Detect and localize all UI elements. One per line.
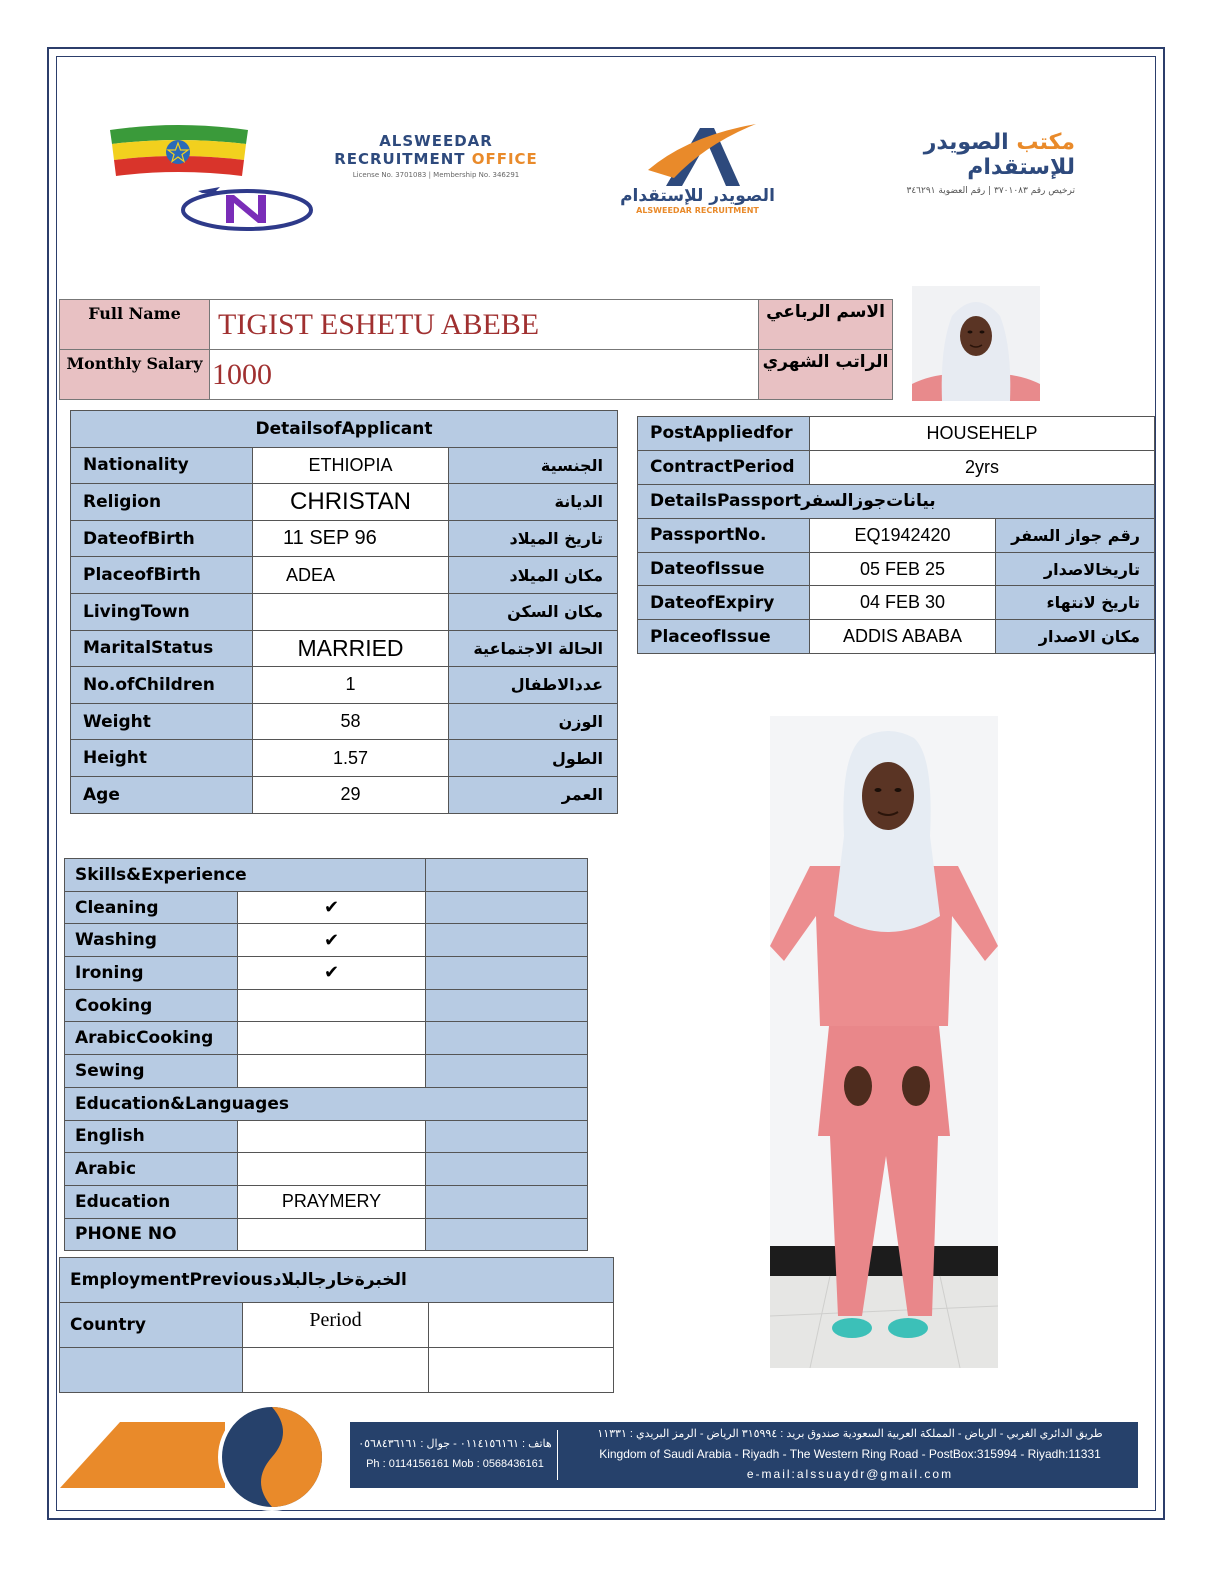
applicant-details-heading: DetailsofApplicant xyxy=(71,411,618,448)
footer-phones xyxy=(355,1434,555,1474)
passport-row-value: ADDIS ABABA xyxy=(810,620,996,654)
education-value xyxy=(238,1120,426,1153)
arabic-company-logo xyxy=(820,130,1075,196)
education-row xyxy=(65,1185,588,1218)
applicant-full-body-photo xyxy=(770,716,998,1368)
education-label: English xyxy=(65,1120,238,1153)
education-row xyxy=(65,1218,588,1251)
full-name-label: Full Name xyxy=(60,300,210,350)
country-label: Country xyxy=(60,1303,243,1348)
n-plane-logo-icon xyxy=(178,183,316,233)
full-name-arabic-label: الاسم الرباعي xyxy=(759,300,893,350)
salary-arabic-label: الراتب الشهري xyxy=(759,350,893,400)
applicant-row-value: ETHIOPIA xyxy=(253,447,449,484)
applicant-row-value: MARRIED xyxy=(253,630,449,667)
footer-address-arabic: طريق الدائري الغربي - الرياض - المملكة العربية السعودية صندوق بريد : ٣١٥٩٩٤ الرياض - الرمز البريدي : ١١٣٣١ xyxy=(597,1428,1103,1440)
education-extra xyxy=(426,1153,588,1186)
full-name-row xyxy=(60,300,893,350)
applicant-row-arabic: عددالاطفال xyxy=(449,667,618,704)
logo-recruitment-word: RECRUITMENT xyxy=(334,150,472,168)
passport-row-arabic: مكان الاصدار xyxy=(996,620,1155,654)
skill-check xyxy=(238,989,426,1022)
skill-label: Ironing xyxy=(65,957,238,990)
footer-banner xyxy=(60,1402,1140,1512)
skill-extra xyxy=(426,924,588,957)
skill-extra xyxy=(426,989,588,1022)
applicant-row-label: Height xyxy=(71,740,253,777)
education-row xyxy=(65,1153,588,1186)
skill-check: ✔ xyxy=(238,924,426,957)
footer-separator xyxy=(557,1430,558,1480)
education-row xyxy=(65,1120,588,1153)
applicant-row-label: PlaceofBirth xyxy=(71,557,253,594)
applicant-row-arabic: العمر xyxy=(449,776,618,813)
applicant-row-label: Weight xyxy=(71,703,253,740)
applicant-row-arabic: مكان السكن xyxy=(449,593,618,630)
applicant-row xyxy=(71,557,618,594)
arabic-logo-license: ترخيص رقم ٣٧٠١٠٨٣ | رقم العضوية ٣٤٦٢٩١ xyxy=(906,186,1075,196)
applicant-row-value: 1.57 xyxy=(253,740,449,777)
applicant-row-label: Religion xyxy=(71,484,253,521)
skill-row xyxy=(65,1055,588,1088)
employment-country-cell xyxy=(60,1348,243,1393)
applicant-row xyxy=(71,447,618,484)
full-name-value: TIGIST ESHETU ABEBE xyxy=(210,300,759,350)
salary-row xyxy=(60,350,893,400)
applicant-row-arabic: مكان الميلاد xyxy=(449,557,618,594)
applicant-row xyxy=(71,630,618,667)
skill-row xyxy=(65,1022,588,1055)
footer-email: e-mail:alssuaydr@gmail.com xyxy=(746,1467,954,1481)
skill-row xyxy=(65,989,588,1022)
education-label: Arabic xyxy=(65,1153,238,1186)
passport-row-label: DateofExpiry xyxy=(638,586,810,620)
passport-row-label: DateofIssue xyxy=(638,552,810,586)
passport-row xyxy=(638,518,1155,552)
english-company-logo xyxy=(318,132,554,192)
period-label: Period xyxy=(243,1303,429,1348)
applicant-row xyxy=(71,703,618,740)
passport-row-label: PassportNo. xyxy=(638,518,810,552)
applicant-row xyxy=(71,520,618,557)
education-label: Education xyxy=(65,1185,238,1218)
applicant-row-label: No.ofChildren xyxy=(71,667,253,704)
applicant-row-label: MaritalStatus xyxy=(71,630,253,667)
skill-row xyxy=(65,891,588,924)
education-value xyxy=(238,1218,426,1251)
contract-period-value: 2yrs xyxy=(810,450,1155,484)
employment-row xyxy=(60,1348,614,1393)
applicant-row-arabic: الديانة xyxy=(449,484,618,521)
passport-heading: DetailsPassportبيانات‌جوزالسفر xyxy=(638,484,1155,518)
logo-name-line: ALSWEEDAR xyxy=(379,132,493,150)
employment-period-cell xyxy=(243,1348,429,1393)
applicant-row-arabic: الجنسية xyxy=(449,447,618,484)
applicant-row-label: LivingTown xyxy=(71,593,253,630)
passport-row-value: EQ1942420 xyxy=(810,518,996,552)
skill-check: ✔ xyxy=(238,957,426,990)
applicant-row-label: Age xyxy=(71,776,253,813)
education-value xyxy=(238,1153,426,1186)
footer-orange-logo-icon xyxy=(60,1402,360,1512)
education-extra xyxy=(426,1218,588,1251)
skills-heading-empty xyxy=(426,859,588,892)
passport-row-label: PlaceofIssue xyxy=(638,620,810,654)
applicant-row xyxy=(71,776,618,813)
a-company-logo xyxy=(605,122,790,228)
arabic-logo-name-words: الصويدر للإستقدام xyxy=(923,130,1075,180)
applicant-row xyxy=(71,593,618,630)
employment-extra-header xyxy=(429,1303,614,1348)
logo-license-line: License No. 3701083 | Membership No. 346291 xyxy=(352,171,520,179)
passport-row-value: 05 FEB 25 xyxy=(810,552,996,586)
skill-label: Sewing xyxy=(65,1055,238,1088)
footer-phone-arabic: هاتف : ٠١١٤١٥٦١٦١ - جوال : ٠٥٦٨٤٣٦١٦١ xyxy=(358,1438,552,1450)
applicant-row xyxy=(71,484,618,521)
applicant-row-arabic: الوزن xyxy=(449,703,618,740)
skill-row xyxy=(65,957,588,990)
applicant-row-label: DateofBirth xyxy=(71,520,253,557)
ethiopia-flag-icon xyxy=(108,122,253,180)
post-row xyxy=(638,417,1155,451)
logo-recruitment-line xyxy=(318,150,554,168)
applicant-row-arabic: الطول xyxy=(449,740,618,777)
applicant-row-value: 11 SEP 96 xyxy=(253,520,449,557)
arabic-logo-title xyxy=(820,130,1075,180)
skill-label: Cleaning xyxy=(65,891,238,924)
passport-row xyxy=(638,586,1155,620)
skill-label: Washing xyxy=(65,924,238,957)
skills-table xyxy=(64,858,588,1251)
skill-extra xyxy=(426,957,588,990)
applicant-row-label: Nationality xyxy=(71,447,253,484)
skill-label: ArabicCooking xyxy=(65,1022,238,1055)
skill-extra xyxy=(426,891,588,924)
education-extra xyxy=(426,1120,588,1153)
salary-label: Monthly Salary xyxy=(60,350,210,400)
employment-heading: EmploymentPreviousالخبرةخارجالبلاد xyxy=(60,1258,614,1303)
footer-address xyxy=(565,1424,1135,1484)
applicant-row xyxy=(71,667,618,704)
skills-heading: Skills&Experience xyxy=(65,859,426,892)
skill-check: ✔ xyxy=(238,891,426,924)
applicant-row-value: ADEA xyxy=(253,557,449,594)
a-logo-english-name: ALSWEEDAR RECRUITMENT xyxy=(636,206,759,215)
footer-phone-english: Ph : 0114156161 Mob : 0568436161 xyxy=(366,1458,544,1470)
applicant-details-table xyxy=(70,410,618,814)
applicant-row-value: 29 xyxy=(253,776,449,813)
applicant-row-value xyxy=(253,593,449,630)
passport-row-arabic: تاريخالاصدار xyxy=(996,552,1155,586)
applicant-row xyxy=(71,740,618,777)
employment-header-row xyxy=(60,1303,614,1348)
salary-value: 1000 xyxy=(210,350,759,400)
skill-label: Cooking xyxy=(65,989,238,1022)
logo-office-word: OFFICE xyxy=(471,150,538,168)
skill-check xyxy=(238,1022,426,1055)
education-value: PRAYMERY xyxy=(238,1185,426,1218)
passport-row-arabic: تاريخ لانتهاء xyxy=(996,586,1155,620)
contract-row xyxy=(638,450,1155,484)
a-letter-icon xyxy=(628,122,768,188)
employment-extra-cell xyxy=(429,1348,614,1393)
post-applied-label: PostAppliedfor xyxy=(638,417,810,451)
applicant-row-value: CHRISTAN xyxy=(253,484,449,521)
previous-employment-table xyxy=(59,1257,614,1393)
education-heading: Education&Languages xyxy=(65,1087,588,1120)
skill-check xyxy=(238,1055,426,1088)
applicant-portrait-photo xyxy=(912,286,1040,401)
applicant-row-arabic: تاريخ الميلاد xyxy=(449,520,618,557)
skill-row xyxy=(65,924,588,957)
post-applied-value: HOUSEHELP xyxy=(810,417,1155,451)
applicant-row-value: 1 xyxy=(253,667,449,704)
education-label: PHONE NO xyxy=(65,1218,238,1251)
footer-address-english: Kingdom of Saudi Arabia - Riyadh - The Western Ring Road - PostBox:315994 - Riyadh:11331 xyxy=(599,1447,1101,1461)
name-salary-table xyxy=(59,299,893,400)
arabic-logo-office-word: مكتب xyxy=(1016,130,1075,155)
passport-row-arabic: رقم جواز السفر xyxy=(996,518,1155,552)
contract-period-label: ContractPeriod xyxy=(638,450,810,484)
applicant-row-value: 58 xyxy=(253,703,449,740)
a-logo-arabic-name: الصويدر للإستقدام xyxy=(620,186,775,206)
passport-row xyxy=(638,552,1155,586)
passport-row xyxy=(638,620,1155,654)
passport-row-value: 04 FEB 30 xyxy=(810,586,996,620)
skill-extra xyxy=(426,1022,588,1055)
applicant-row-arabic: الحالة الاجتماعية xyxy=(449,630,618,667)
post-passport-table xyxy=(637,416,1155,654)
skill-extra xyxy=(426,1055,588,1088)
education-extra xyxy=(426,1185,588,1218)
